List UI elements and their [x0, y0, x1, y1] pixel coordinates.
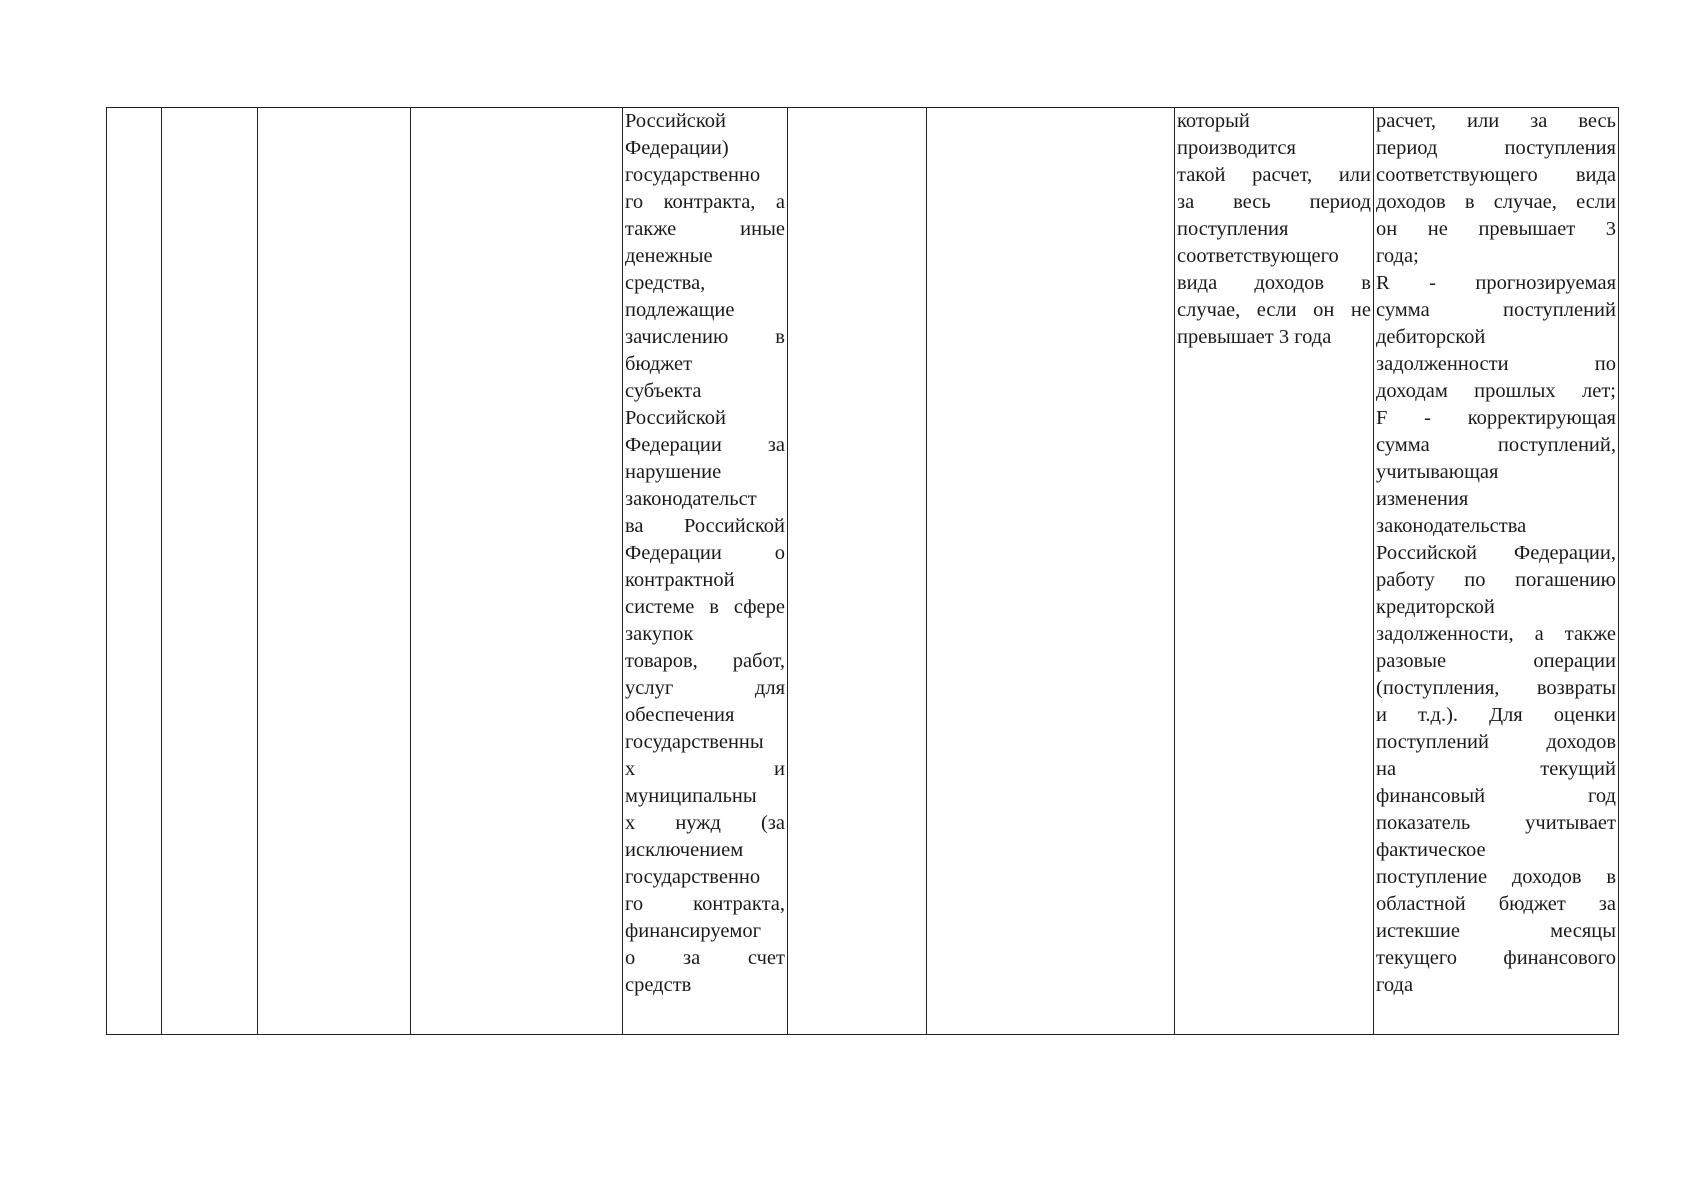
table-cell-col6 — [788, 108, 927, 1035]
cell-text-line: Российской Федерации, — [1376, 542, 1616, 564]
cell-text-line: о за счет — [625, 947, 785, 969]
cell-text-line: учитывающая — [1376, 461, 1499, 483]
cell-text-line: законодательст — [625, 488, 757, 510]
cell-text-line: и т.д.). Для оценки — [1376, 704, 1616, 726]
cell-text-line: поступление доходов в — [1376, 866, 1616, 888]
cell-text-line: Российской — [625, 110, 727, 132]
cell-text-line: сумма поступлений, — [1376, 434, 1616, 456]
table-cell-col9-formula-description — [1374, 108, 1619, 1035]
cell-text-line: изменения — [1376, 488, 1469, 510]
cell-text-line: истекшие месяцы — [1376, 920, 1616, 942]
cell-text-line: субъекта — [625, 380, 702, 402]
cell-text-line: задолженности, а также — [1376, 623, 1616, 645]
cell-text-line: текущего финансового — [1376, 947, 1616, 969]
cell-text-line: на текущий — [1376, 758, 1616, 780]
cell-text-line: государственно — [625, 164, 761, 186]
cell-text-line: финансовый год — [1376, 785, 1616, 807]
cell-text-line: F - корректирующая — [1376, 407, 1616, 429]
cell-text-line: производится — [1177, 137, 1296, 159]
cell-text-line: дебиторской — [1376, 326, 1486, 348]
cell-text-line: го контракта, а — [625, 191, 785, 213]
cell-text-line: системе в сфере — [625, 596, 785, 618]
cell-text-line: он не превышает 3 — [1376, 218, 1616, 240]
table-cell-col2 — [162, 108, 258, 1035]
cell-text-line: фактическое — [1376, 839, 1486, 861]
table-cell-col5-revenue-description — [623, 108, 788, 1035]
cell-text-line: расчет, или за весь — [1376, 110, 1616, 132]
cell-text-line: х и — [625, 758, 785, 780]
cell-text-line: вида доходов в — [1177, 272, 1371, 294]
cell-text-line: случае, если он не — [1177, 299, 1371, 321]
cell-text-line: обеспечения — [625, 704, 735, 726]
cell-text-line: средства, — [625, 272, 706, 294]
table-cell-col1 — [107, 108, 162, 1035]
cell-text-line: показатель учитывает — [1376, 812, 1616, 834]
cell-text-line: R - прогнозируемая — [1376, 272, 1616, 294]
cell-text-line: доходов в случае, если — [1376, 191, 1616, 213]
cell-text-line: года — [1376, 974, 1414, 996]
cell-text-line: (поступления, возвраты — [1376, 677, 1616, 699]
cell-text-line: доходам прошлых лет; — [1376, 380, 1616, 402]
cell-text-line: товаров, работ, — [625, 650, 785, 672]
cell-text-line: государственно — [625, 866, 761, 888]
cell-text-line: Российской — [625, 407, 727, 429]
cell-text-line: соответствующего — [1177, 245, 1339, 267]
table-cell-col3 — [258, 108, 411, 1035]
cell-text-line: соответствующего вида — [1376, 164, 1616, 186]
cell-text-line: денежные — [625, 245, 713, 267]
table-cell-col7 — [927, 108, 1175, 1035]
cell-text-line: зачислению в — [625, 326, 785, 348]
cell-text-line: бюджет — [625, 353, 693, 375]
cell-text-line: также иные — [625, 218, 785, 240]
cell-text-line: услуг для — [625, 677, 785, 699]
cell-text-line: поступлений доходов — [1376, 731, 1616, 753]
cell-text-line: период поступления — [1376, 137, 1616, 159]
cell-text-line: превышает 3 года — [1177, 326, 1332, 348]
cell-text-line: средств — [625, 974, 692, 996]
table-cell-col4 — [411, 108, 623, 1035]
cell-text-line: Федерации о — [625, 542, 785, 564]
cell-text-line: работу по погашению — [1376, 569, 1616, 591]
cell-text-line: контрактной — [625, 569, 735, 591]
cell-text-line: государственны — [625, 731, 764, 753]
cell-text-line: года; — [1376, 245, 1419, 267]
cell-text-line: кредиторской — [1376, 596, 1495, 618]
cell-text-line: исключением — [625, 839, 744, 861]
cell-text-line: законодательства — [1376, 515, 1527, 537]
cell-text-line: разовые операции — [1376, 650, 1616, 672]
cell-text-line: областной бюджет за — [1376, 893, 1616, 915]
cell-text-line: х нужд (за — [625, 812, 785, 834]
cell-text-line: Федерации) — [625, 137, 729, 159]
table-cell-col8-period-description — [1175, 108, 1374, 1035]
revenue-method-table — [106, 107, 1619, 1035]
cell-text-line: который — [1177, 110, 1250, 132]
cell-text-line: Федерации за — [625, 434, 785, 456]
cell-text-line: закупок — [625, 623, 694, 645]
cell-text-line: такой расчет, или — [1177, 164, 1371, 186]
cell-text-line: нарушение — [625, 461, 722, 483]
cell-text-line: муниципальны — [625, 785, 757, 807]
cell-text-line: сумма поступлений — [1376, 299, 1616, 321]
cell-text-line: подлежащие — [625, 299, 735, 321]
table-row — [107, 108, 1619, 1035]
cell-text-line: ва Российской — [625, 515, 785, 537]
cell-text-line: задолженности по — [1376, 353, 1616, 375]
cell-text-line: за весь период — [1177, 191, 1371, 213]
cell-text-line: го контракта, — [625, 893, 785, 915]
cell-text-line: финансируемог — [625, 920, 762, 942]
cell-text-line: поступления — [1177, 218, 1289, 240]
